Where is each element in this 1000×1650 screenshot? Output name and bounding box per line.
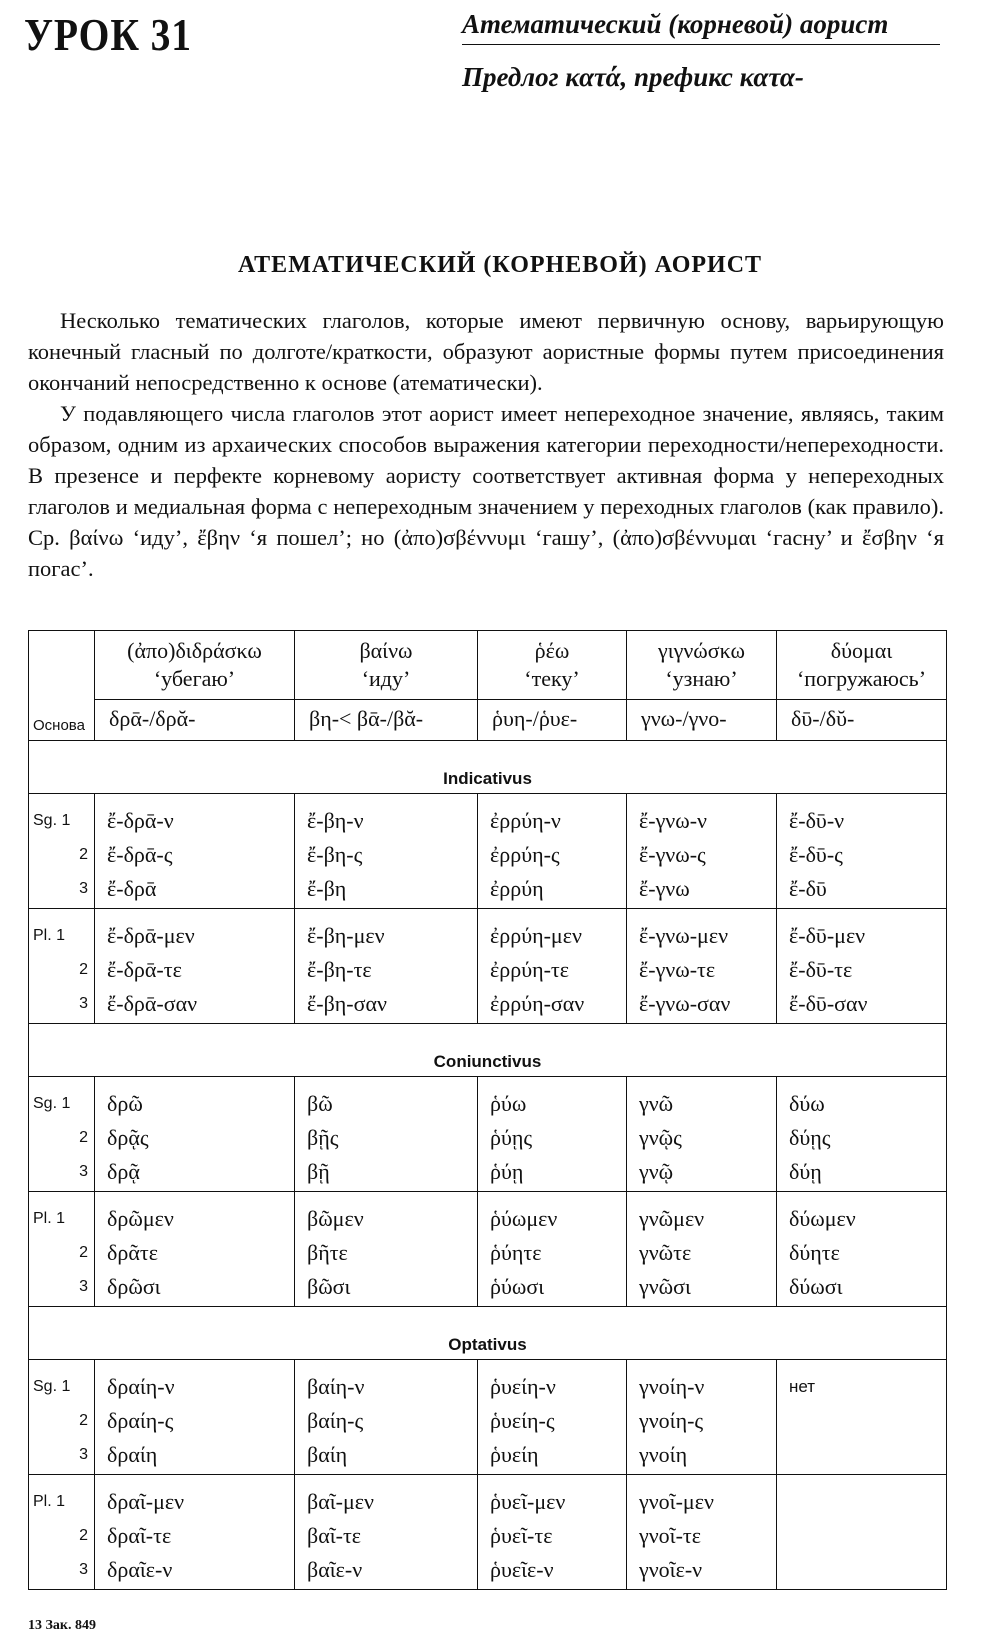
verb-form: γνοίη-ν	[639, 1374, 705, 1399]
form-cell	[478, 794, 627, 909]
verb-form: нет	[789, 1377, 816, 1396]
person-number-cell	[29, 1475, 95, 1590]
verb-form	[789, 1438, 946, 1472]
person-number: 3	[79, 1163, 88, 1180]
person-number: 2	[79, 1244, 88, 1261]
person-number-cell	[29, 909, 95, 1024]
person-number-cell	[29, 1192, 95, 1307]
verb-form: ἐρρύη-τε	[490, 957, 569, 982]
verb-form	[789, 1553, 946, 1587]
header-rule	[462, 44, 940, 45]
form-cell	[95, 1192, 295, 1307]
stem: δρᾱ-/δρᾰ-	[109, 706, 196, 731]
verb-form: βῶ	[307, 1091, 333, 1116]
verb-form: ῥυεῖ-τε	[490, 1523, 553, 1548]
verb-lemma: βαίνω	[359, 638, 413, 663]
verb-form: γνῶ	[639, 1091, 674, 1116]
verb-form: ἔ-βη	[307, 876, 347, 901]
person-number: Pl. 1	[33, 927, 66, 944]
verb-lemma: γιγνώσκω	[657, 638, 746, 663]
verb-form: ῥύῃς	[490, 1125, 533, 1150]
verb-form: ἔ-γνω-ς	[639, 842, 706, 867]
person-number: 2	[79, 1129, 88, 1146]
verb-form: βῶμεν	[307, 1206, 364, 1231]
stem: ῥυη-/ῥυε-	[492, 706, 578, 731]
stem: δῡ-/δῠ-	[791, 706, 855, 731]
header-topics	[462, 6, 940, 95]
form-cell	[295, 1192, 478, 1307]
verb-form: ἔ-γνω-τε	[639, 957, 716, 982]
number-group-row	[29, 1360, 947, 1475]
form-cell	[295, 1360, 478, 1475]
verb-form: βῇς	[307, 1125, 339, 1150]
verb-form: γνοῖ-τε	[639, 1523, 701, 1548]
form-cell	[95, 1475, 295, 1590]
form-cell	[295, 1077, 478, 1192]
mood-name: Optativus	[448, 1335, 527, 1354]
form-cell	[777, 1475, 947, 1590]
verb-form: γνοίη-ς	[639, 1408, 704, 1433]
verb-form: δρᾶτε	[107, 1240, 158, 1265]
form-cell	[295, 909, 478, 1024]
verb-form: ἔ-δῡ-τε	[789, 957, 853, 982]
form-cell	[478, 1077, 627, 1192]
person-number: Pl. 1	[33, 1493, 66, 1510]
verb-form: βαίη-ς	[307, 1408, 364, 1433]
stem-label: Основа	[33, 717, 85, 734]
verb-form: ἔ-δρᾱ-μεν	[107, 923, 195, 948]
verb-form: δρῶμεν	[107, 1206, 174, 1231]
verb-lemma: ῥέω	[534, 638, 570, 663]
verb-form: ῥυεῖ-μεν	[490, 1489, 566, 1514]
verb-form: ἔ-βη-ν	[307, 808, 364, 833]
verb-form: δραῖε-ν	[107, 1557, 173, 1582]
person-number: 3	[79, 995, 88, 1012]
form-cell	[777, 909, 947, 1024]
verb-form: βῶσι	[307, 1274, 351, 1299]
verb-form	[789, 1485, 946, 1519]
verb-form: βαίη-ν	[307, 1374, 365, 1399]
verb-form: ῥύῃ	[490, 1159, 524, 1184]
verb-form: ἐρρύη-σαν	[490, 991, 585, 1016]
number-group-row	[29, 1192, 947, 1307]
lesson-number: УРОК 31	[24, 9, 192, 60]
verb-form: ἔ-γνω-σαν	[639, 991, 731, 1016]
verb-form: βῇ	[307, 1159, 330, 1184]
verb-form: ἔ-γνω-ν	[639, 808, 707, 833]
verb-form: ἔ-βη-τε	[307, 957, 372, 982]
verb-form: ἔ-βη-σαν	[307, 991, 387, 1016]
stem-cell	[478, 700, 627, 741]
verb-form: δραῖ-μεν	[107, 1489, 185, 1514]
verb-gloss: ‘теку’	[524, 666, 580, 691]
person-number-cell	[29, 794, 95, 909]
verb-form: βαίη	[307, 1442, 348, 1467]
verb-header	[95, 631, 295, 700]
verb-form: ἔ-δῡ	[789, 876, 827, 901]
person-number-cell	[29, 1360, 95, 1475]
mood-name: Indicativus	[443, 769, 532, 788]
footer-note: 13 Зак. 849	[28, 1618, 96, 1633]
section-title: АТЕМАТИЧЕСКИЙ (КОРНЕВОЙ) АОРИСТ	[237, 252, 763, 278]
stem-row	[29, 700, 947, 741]
verb-form: δραίη-ς	[107, 1408, 174, 1433]
stem-cell	[295, 700, 478, 741]
number-group-row	[29, 794, 947, 909]
verb-form: ἐρρύη-ς	[490, 842, 560, 867]
mood-name: Coniunctivus	[433, 1052, 542, 1071]
verb-header	[478, 631, 627, 700]
verb-form: γνῶσι	[639, 1274, 691, 1299]
verb-form: δύῃς	[789, 1125, 831, 1150]
stem-cell	[95, 700, 295, 741]
person-number: Sg. 1	[33, 1378, 71, 1395]
verb-form: ἔ-δῡ-ς	[789, 842, 843, 867]
person-number: 3	[79, 880, 88, 897]
form-cell	[295, 794, 478, 909]
verb-form: γνῷς	[639, 1125, 682, 1150]
verb-form: ἔ-δῡ-ν	[789, 808, 845, 833]
paragraph: У подавляющего числа глаголов этот аорист имеет непереходное значение, являясь, таким образом, одним из архаических способов выражения категории переходности/непереходности. В презенсе и перфекте корневому аористу соответствует активная форма у непереходных глаголов и медиальная форма с непереходным значением у переходных глаголов (как правило). Ср. βαίνω ‘иду’, ἔβην ‘я пошел’; но (ἀπο)σβέννυμι ‘гашу’, (ἀπο)σβέννυμαι ‘гасну’ и ἔσβην ‘я погас’.	[28, 401, 944, 581]
person-number: Sg. 1	[33, 812, 71, 829]
verb-form: δύωμεν	[789, 1206, 856, 1231]
verb-form: δραῖ-τε	[107, 1523, 172, 1548]
form-cell	[777, 1077, 947, 1192]
form-cell	[627, 1077, 777, 1192]
verb-form: βαῖ-τε	[307, 1523, 362, 1548]
form-cell	[478, 1360, 627, 1475]
verb-form	[789, 1519, 946, 1553]
form-cell	[777, 1192, 947, 1307]
verb-form: ἔ-δῡ-μεν	[789, 923, 866, 948]
mood-row	[29, 1024, 947, 1077]
verb-header-row	[29, 631, 947, 700]
verb-form: βαῖ-μεν	[307, 1489, 374, 1514]
person-number: 2	[79, 846, 88, 863]
verb-form: ῥυείη-ν	[490, 1374, 556, 1399]
paradigm-table	[28, 630, 947, 1590]
mood-row	[29, 741, 947, 794]
person-number-cell	[29, 1077, 95, 1192]
verb-gloss: ‘иду’	[361, 666, 411, 691]
verb-form: δύωσι	[789, 1274, 843, 1299]
form-cell	[777, 1360, 947, 1475]
stem-cell	[627, 700, 777, 741]
verb-header	[627, 631, 777, 700]
paragraph: Несколько тематических глаголов, которые имеют первичную основу, варьирующую конечный гласный по долготе/краткости, образуют аористные формы путем присоединения окончаний непосредственно к основе (атематически).	[28, 308, 944, 395]
verb-form: ἔ-βη-μεν	[307, 923, 385, 948]
number-group-row	[29, 1475, 947, 1590]
person-number: 3	[79, 1278, 88, 1295]
verb-gloss: ‘погружаюсь’	[796, 666, 927, 691]
corner-cell	[29, 631, 95, 741]
form-cell	[627, 1192, 777, 1307]
person-number: 2	[79, 1412, 88, 1429]
mood-row	[29, 1307, 947, 1360]
verb-form: δύω	[789, 1091, 825, 1116]
form-cell	[95, 1360, 295, 1475]
verb-form: γνοῖ-μεν	[639, 1489, 714, 1514]
verb-form: ἔ-δρᾱ-σαν	[107, 991, 198, 1016]
verb-lemma: δύομαι	[830, 638, 893, 663]
mood-header	[29, 1307, 947, 1360]
form-cell	[478, 1475, 627, 1590]
verb-form: ἔ-δῡ-σαν	[789, 991, 868, 1016]
verb-form: ῥύω	[490, 1091, 527, 1116]
verb-form: γνοῖε-ν	[639, 1557, 703, 1582]
verb-form: ἔ-γνω-μεν	[639, 923, 729, 948]
form-cell	[295, 1475, 478, 1590]
verb-form: δρῶσι	[107, 1274, 161, 1299]
form-cell	[95, 794, 295, 909]
verb-form: ἐρρύη-μεν	[490, 923, 582, 948]
verb-form: ῥυείη-ς	[490, 1408, 555, 1433]
paradigm-table-wrap	[28, 630, 946, 1590]
verb-gloss: ‘убегаю’	[153, 666, 236, 691]
verb-form: ῥυείη	[490, 1442, 539, 1467]
stem: γνω-/γνο-	[641, 706, 727, 731]
verb-form: ἔ-βη-ς	[307, 842, 363, 867]
verb-gloss: ‘узнаю’	[665, 666, 738, 691]
verb-form: ἔ-δρᾱ-ς	[107, 842, 173, 867]
form-cell	[478, 1192, 627, 1307]
person-number: 3	[79, 1446, 88, 1463]
verb-form: ἔ-δρᾱ-ν	[107, 808, 174, 833]
stem-cell	[777, 700, 947, 741]
verb-form: δρᾷς	[107, 1125, 149, 1150]
form-cell	[627, 1475, 777, 1590]
person-number: 2	[79, 1527, 88, 1544]
verb-form: ῥύωμεν	[490, 1206, 558, 1231]
topic-title-1: Атематический (корневой) аорист	[462, 9, 889, 39]
verb-header	[295, 631, 478, 700]
verb-form: γνῶτε	[639, 1240, 692, 1265]
verb-form: δρᾷ	[107, 1159, 140, 1184]
verb-form: γνῷ	[639, 1159, 674, 1184]
verb-header	[777, 631, 947, 700]
person-number: 2	[79, 961, 88, 978]
person-number: Sg. 1	[33, 1095, 71, 1112]
number-group-row	[29, 1077, 947, 1192]
person-number: 3	[79, 1561, 88, 1578]
form-cell	[95, 1077, 295, 1192]
mood-header	[29, 1024, 947, 1077]
verb-form: γνῶμεν	[639, 1206, 705, 1231]
verb-form: ἐρρύη-ν	[490, 808, 561, 833]
form-cell	[95, 909, 295, 1024]
form-cell	[777, 794, 947, 909]
form-cell	[478, 909, 627, 1024]
body-text	[28, 305, 944, 584]
verb-form: ἐρρύη	[490, 876, 544, 901]
verb-form	[789, 1404, 946, 1438]
verb-form: ῥυεῖε-ν	[490, 1557, 554, 1582]
verb-form: ἔ-δρᾱ-τε	[107, 957, 182, 982]
topic-title-2: Предлог κατά, префикс κατα-	[462, 62, 804, 92]
stem: βη-< βᾱ-/βᾰ-	[309, 706, 424, 731]
verb-form: ῥύητε	[490, 1240, 542, 1265]
form-cell	[627, 794, 777, 909]
person-number: Pl. 1	[33, 1210, 66, 1227]
number-group-row	[29, 909, 947, 1024]
verb-form: βῆτε	[307, 1240, 348, 1265]
verb-form: δρῶ	[107, 1091, 143, 1116]
verb-form: ῥύωσι	[490, 1274, 545, 1299]
mood-header	[29, 741, 947, 794]
verb-form: δύῃ	[789, 1159, 822, 1184]
form-cell	[627, 1360, 777, 1475]
verb-form: ἔ-γνω	[639, 876, 690, 901]
form-cell	[627, 909, 777, 1024]
verb-form: γνοίη	[639, 1442, 688, 1467]
verb-form: ἔ-δρᾱ	[107, 876, 157, 901]
verb-form: δύητε	[789, 1240, 840, 1265]
verb-form: δραίη	[107, 1442, 158, 1467]
verb-form: δραίη-ν	[107, 1374, 175, 1399]
verb-form: βαῖε-ν	[307, 1557, 363, 1582]
verb-lemma: (ἀπο)διδράσκω	[127, 638, 262, 663]
